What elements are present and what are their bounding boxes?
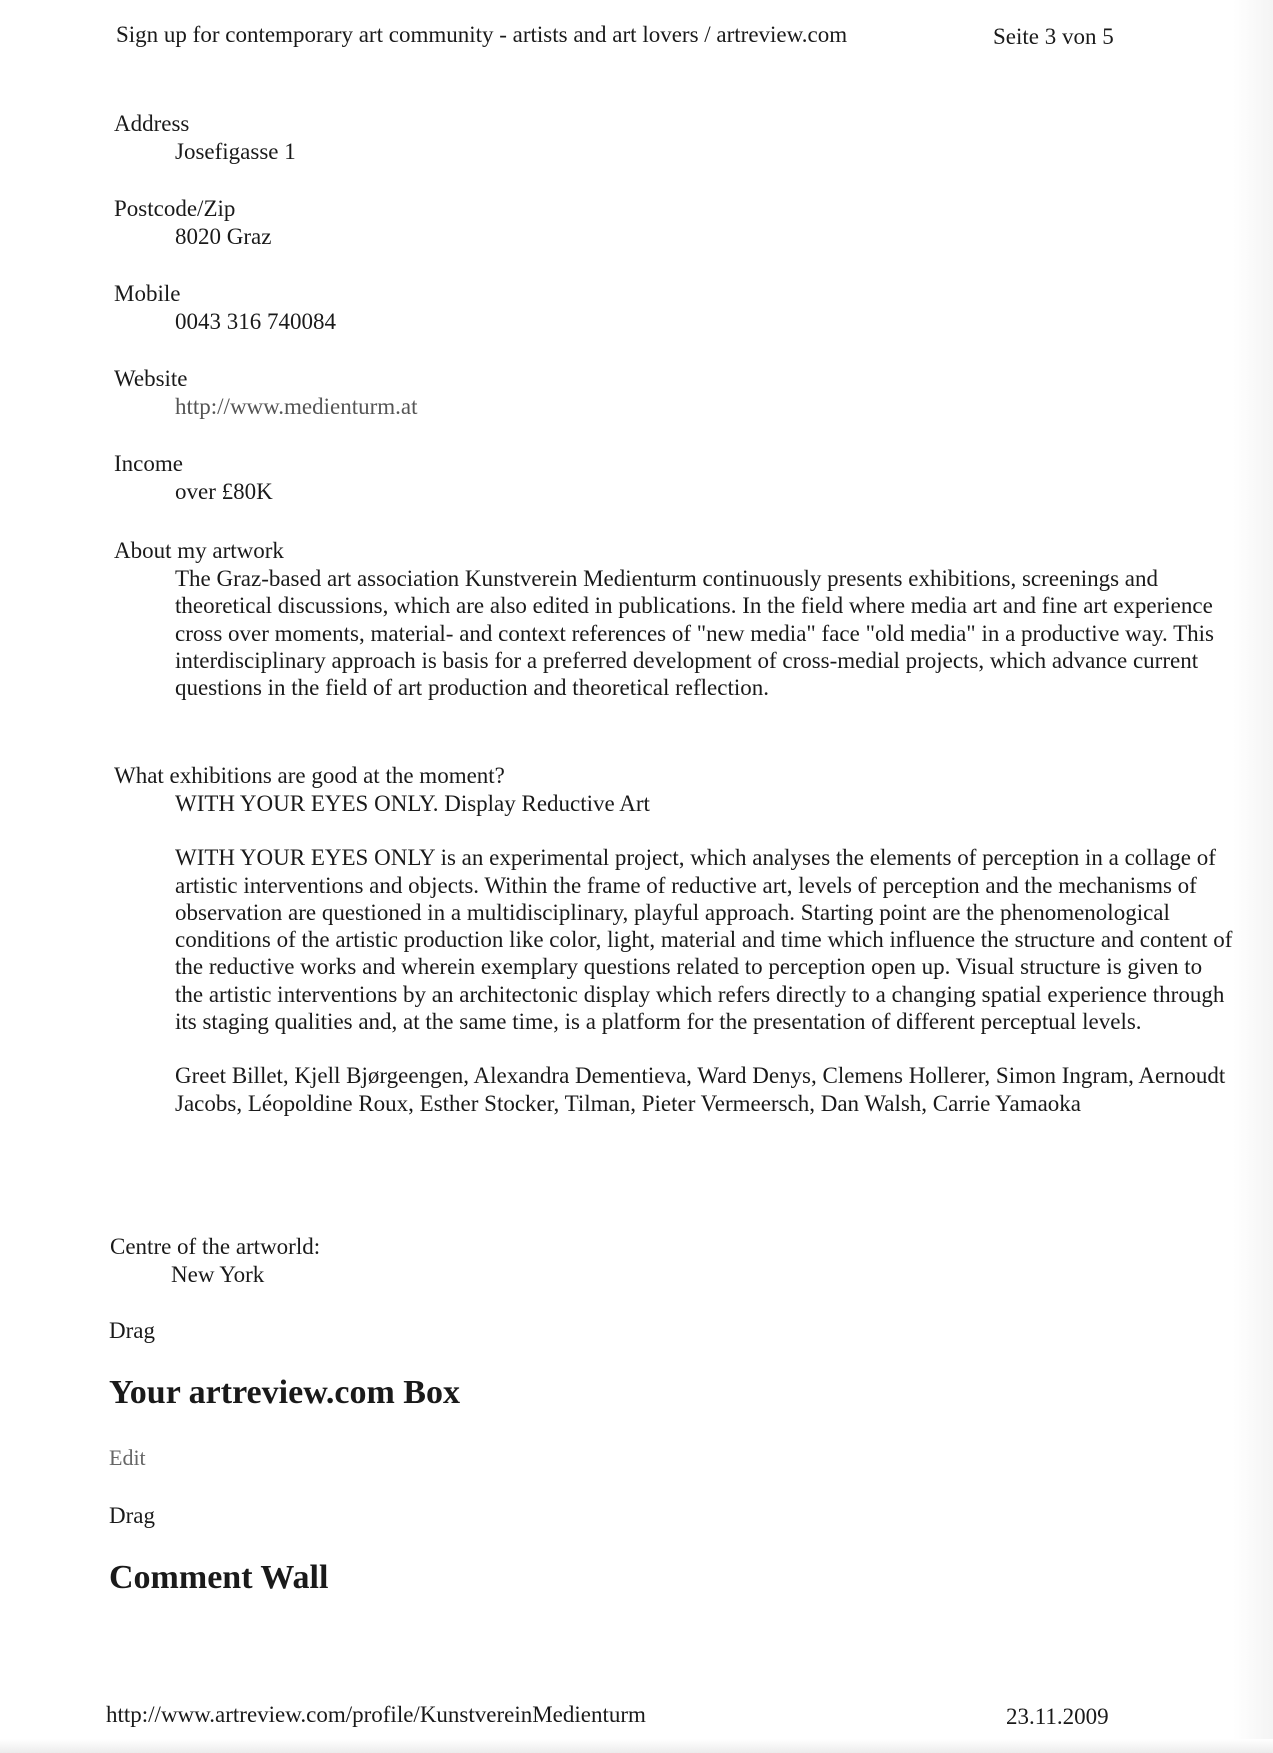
- income-value: over £80K: [175, 479, 273, 504]
- website-field: [114, 365, 1194, 421]
- print-footer-url: http://www.artreview.com/profile/KunstvereinMedienturm: [106, 1702, 646, 1727]
- comment-wall-heading: Comment Wall: [109, 1559, 329, 1596]
- box-drag-handle[interactable]: Drag: [109, 1318, 155, 1343]
- box-edit-link[interactable]: Edit: [109, 1445, 146, 1470]
- print-page-indicator: Seite 3 von 5: [993, 24, 1114, 49]
- address-field: [114, 110, 1194, 166]
- postcode-field: [114, 195, 1194, 251]
- about-artwork-paragraph: The Graz-based art association Kunstverein Medienturm continuously presents exhibitions, screenings and theoretical discussions, which are also edited in publications. In the field where media art and fine art experience cross over moments, material- and context references of "new media" face "old media" in a productive way. This interdisciplinary approach is basis for a preferred development of cross-medial projects, which advance current questions in the field of art production and theoretical reflection.: [175, 566, 1214, 701]
- exhibition-title: WITH YOUR EYES ONLY. Display Reductive Art: [175, 791, 650, 816]
- centre-artworld-value: New York: [171, 1262, 265, 1287]
- postcode-label: Postcode/Zip: [114, 196, 236, 221]
- scan-bottom-edge: [0, 1739, 1273, 1753]
- mobile-field: [114, 280, 1194, 336]
- exhibition-artists: Greet Billet, Kjell Bjørgeengen, Alexandra Dementieva, Ward Denys, Clemens Hollerer, Simon Ingram, Aernoudt Jacobs, Léopoldine Roux, Esther Stocker, Tilman, Pieter Vermeersch, Dan Walsh, Carrie Yamaoka: [175, 1063, 1226, 1116]
- income-field: [114, 450, 1194, 506]
- income-label: Income: [114, 451, 183, 476]
- print-header-title: Sign up for contemporary art community - artists and art lovers / artreview.com: [116, 22, 848, 47]
- postcode-value: 8020 Graz: [175, 224, 272, 249]
- exhibitions-label: What exhibitions are good at the moment?: [114, 763, 505, 788]
- about-artwork-text: [114, 565, 1235, 701]
- address-value: Josefigasse 1: [175, 139, 296, 164]
- centre-artworld-label: Centre of the artworld:: [110, 1234, 321, 1259]
- exhibition-description: WITH YOUR EYES ONLY is an experimental project, which analyses the elements of perception in a collage of artistic interventions and objects. Within the frame of reductive art, levels of perception and the mechanisms of observation are questioned in a multidisciplinary, playful approach. Starting point are the phenomenological conditions of the artistic production like color, light, material and time which influence the structure and content of the reductive works and wherein exemplary questions related to perception open up. Visual structure is given to the artistic interventions by an architectonic display which refers directly to a changing spatial experience through its staging qualities and, at the same time, is a platform for the presentation of different perceptual levels.: [175, 845, 1233, 1035]
- mobile-label: Mobile: [114, 281, 181, 306]
- comment-drag-handle[interactable]: Drag: [109, 1503, 155, 1528]
- address-label: Address: [114, 111, 190, 136]
- exhibitions-field: [114, 762, 1233, 1117]
- website-label: Website: [114, 366, 188, 391]
- scan-page-edge: [1233, 0, 1273, 1753]
- about-artwork-field: [114, 537, 1214, 701]
- exhibitions-text: [114, 790, 1235, 1117]
- centre-artworld-field: [110, 1233, 1190, 1289]
- about-artwork-label: About my artwork: [114, 538, 284, 563]
- box-section-heading: Your artreview.com Box: [109, 1374, 460, 1411]
- print-footer-date: 23.11.2009: [1006, 1704, 1109, 1729]
- website-link[interactable]: http://www.medienturm.at: [175, 394, 418, 419]
- mobile-value: 0043 316 740084: [175, 309, 336, 334]
